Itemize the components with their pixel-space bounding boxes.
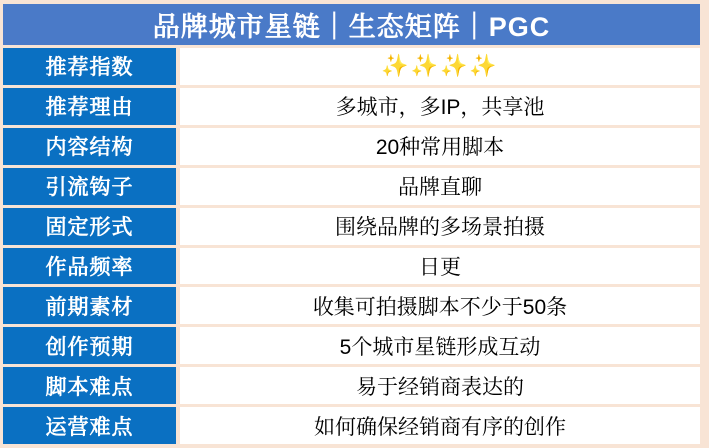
table-row bbox=[3, 248, 700, 285]
table-row bbox=[3, 128, 700, 165]
row-value: 如何确保经销商有序的创作 bbox=[180, 407, 700, 444]
table-row bbox=[3, 287, 700, 324]
row-label: 推荐指数 bbox=[3, 48, 176, 85]
row-label: 创作预期 bbox=[3, 327, 176, 364]
row-value: 日更 bbox=[180, 248, 700, 285]
row-label: 作品频率 bbox=[3, 248, 176, 285]
row-label: 运营难点 bbox=[3, 407, 176, 444]
row-value: 品牌直聊 bbox=[180, 168, 700, 205]
row-value: 收集可拍摄脚本不少于50条 bbox=[180, 287, 700, 324]
row-label: 内容结构 bbox=[3, 128, 176, 165]
row-label: 推荐理由 bbox=[3, 88, 176, 125]
row-value: 多城市，多IP，共享池 bbox=[180, 88, 700, 125]
row-value: 围绕品牌的多场景拍摄 bbox=[180, 208, 700, 245]
table-row bbox=[3, 407, 700, 444]
row-value: ✨✨✨✨ bbox=[180, 48, 700, 85]
brand-matrix-table bbox=[3, 4, 700, 444]
table-row bbox=[3, 367, 700, 404]
table-row bbox=[3, 327, 700, 364]
table-row bbox=[3, 48, 700, 85]
row-value: 易于经销商表达的 bbox=[180, 367, 700, 404]
row-label: 脚本难点 bbox=[3, 367, 176, 404]
table-title: 品牌城市星链｜生态矩阵｜PGC bbox=[3, 4, 700, 45]
table-row bbox=[3, 168, 700, 205]
table-row bbox=[3, 88, 700, 125]
row-value: 5个城市星链形成互动 bbox=[180, 327, 700, 364]
row-value: 20种常用脚本 bbox=[180, 128, 700, 165]
row-label: 前期素材 bbox=[3, 287, 176, 324]
table-row bbox=[3, 208, 700, 245]
row-label: 引流钩子 bbox=[3, 168, 176, 205]
row-label: 固定形式 bbox=[3, 208, 176, 245]
